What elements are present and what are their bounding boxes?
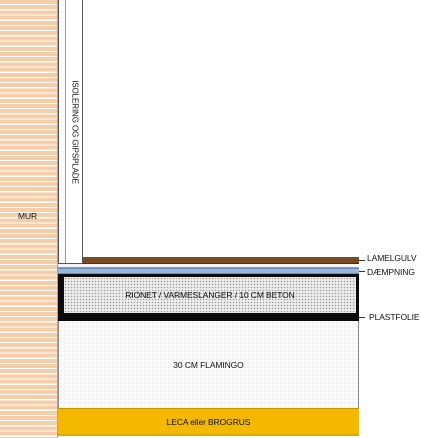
lamelgulv-leader: [359, 260, 365, 261]
insulation-plasterboard-layer: [58, 0, 83, 264]
plastfolie-leader: [359, 317, 365, 318]
gravel-layer: [58, 408, 359, 436]
daempning-leader: [359, 271, 365, 272]
laminate-floor-layer: [83, 257, 359, 264]
brick-wall: [0, 0, 58, 438]
plastfolie-label: PLASTFOLIE: [369, 312, 420, 322]
lamelgulv-label: LAMELGULV: [367, 253, 417, 263]
plasterboard-strip: [59, 0, 66, 263]
styrofoam-layer: [58, 321, 359, 408]
leca-label: LECA eller BROGRUS: [166, 416, 251, 427]
flamingo-label: 30 CM FLAMINGO: [173, 359, 244, 370]
beton-label: RIONET / VARMESLANGER / 10 CM BETON: [125, 290, 295, 300]
daempning-label: DÆMPNING: [367, 267, 415, 277]
isolering-label: ISOLERING OG GIPSPLADE: [70, 80, 80, 184]
concrete-layer: [58, 274, 359, 316]
mur-label: MUR: [18, 211, 38, 221]
